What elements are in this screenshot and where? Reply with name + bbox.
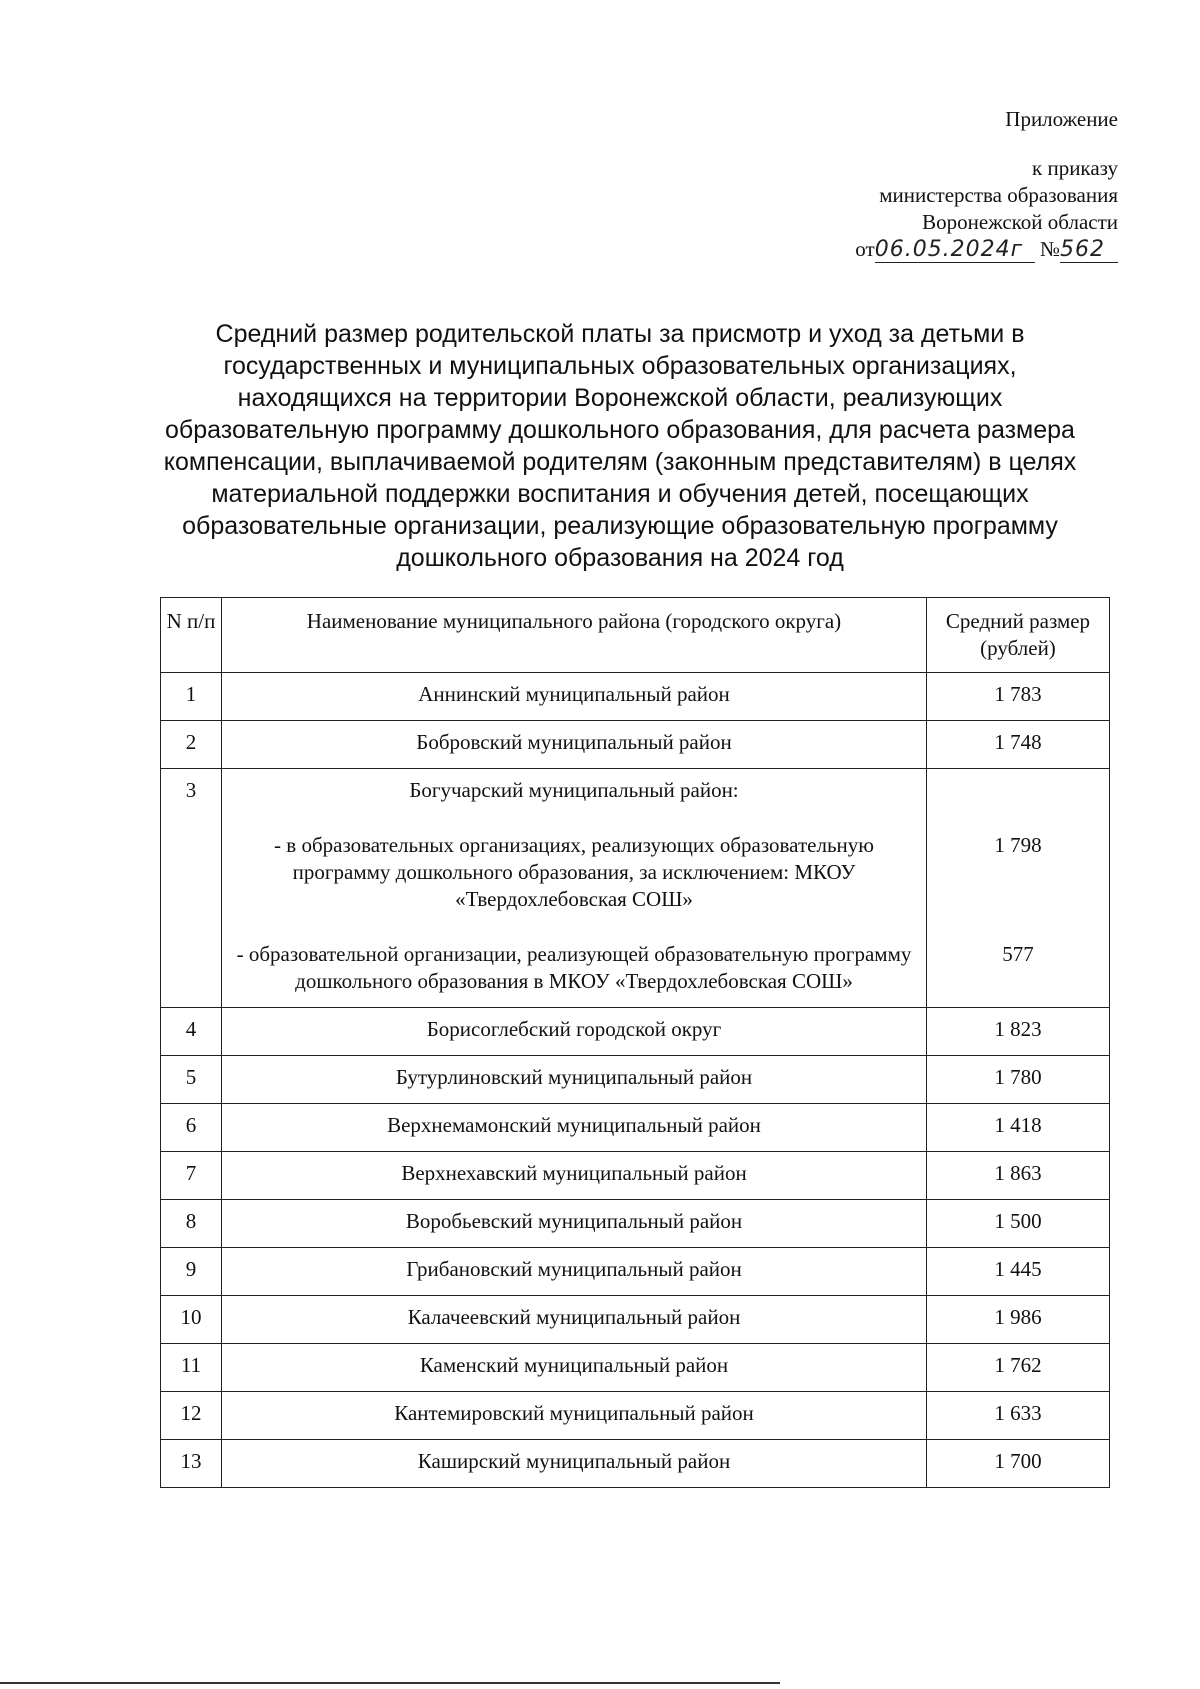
table-row bbox=[161, 1440, 1110, 1488]
row-name: Верхнехавский муниципальный район bbox=[222, 1152, 927, 1200]
row-name: Каменский муниципальный район bbox=[222, 1344, 927, 1392]
row-num: 2 bbox=[161, 721, 222, 769]
table-row bbox=[161, 1392, 1110, 1440]
order-ref-line1: к приказу bbox=[1032, 156, 1118, 180]
row-name: Воробьевский муниципальный район bbox=[222, 1200, 927, 1248]
row-num: 4 bbox=[161, 1008, 222, 1056]
table-row bbox=[161, 1104, 1110, 1152]
row-value: 1 748 bbox=[927, 721, 1110, 769]
row-value: 577 bbox=[1002, 942, 1034, 966]
row-num: 1 bbox=[161, 673, 222, 721]
row-value: 1 700 bbox=[927, 1440, 1110, 1488]
row-value: 1 633 bbox=[927, 1392, 1110, 1440]
row-num: 5 bbox=[161, 1056, 222, 1104]
row-num: 11 bbox=[161, 1344, 222, 1392]
row-value: 1 418 bbox=[927, 1104, 1110, 1152]
appendix-label: Приложение bbox=[1005, 107, 1118, 131]
fee-table bbox=[160, 597, 1110, 1488]
row-num: 3 bbox=[161, 769, 222, 1008]
row-name: Бобровский муниципальный район bbox=[222, 721, 927, 769]
table-row bbox=[161, 1296, 1110, 1344]
row-value: 1 445 bbox=[927, 1248, 1110, 1296]
table-row bbox=[161, 1008, 1110, 1056]
header-num: N п/п bbox=[161, 598, 222, 673]
document-title: Средний размер родительской платы за присмотр и уход за детьми в государственных и муниципальных образовательных организациях, находящихся на территории Воронежской области, реализующих образовательную программу дошкольного образования, для расчета размера компенсации, выплачиваемой родителям (законным представителям) в целях материальной поддержки воспитания и обучения детей, посещающих образовательные организации, реализующие образовательную программу дошкольного образования на 2024 год bbox=[163, 320, 1077, 572]
table-row bbox=[161, 1200, 1110, 1248]
row-name: Калачеевский муниципальный район bbox=[222, 1296, 927, 1344]
row-num: 7 bbox=[161, 1152, 222, 1200]
row-num: 12 bbox=[161, 1392, 222, 1440]
row-num: 13 bbox=[161, 1440, 222, 1488]
row-value: 1 783 bbox=[927, 673, 1110, 721]
row-name: Аннинский муниципальный район bbox=[222, 673, 927, 721]
row-num: 8 bbox=[161, 1200, 222, 1248]
table-row bbox=[161, 769, 1110, 1008]
number-prefix: № bbox=[1039, 237, 1060, 261]
date-prefix: от bbox=[855, 237, 875, 261]
row-value: 1 780 bbox=[927, 1056, 1110, 1104]
row-name: Кантемировский муниципальный район bbox=[222, 1392, 927, 1440]
table-header-row bbox=[161, 598, 1110, 673]
bottom-divider bbox=[0, 1682, 780, 1684]
table-row bbox=[161, 721, 1110, 769]
row-value-complex bbox=[927, 769, 1110, 1008]
header-name: Наименование муниципального района (городского округа) bbox=[222, 598, 927, 673]
row-value: 1 500 bbox=[927, 1200, 1110, 1248]
row-num: 6 bbox=[161, 1104, 222, 1152]
table-row bbox=[161, 1056, 1110, 1104]
row-name: Каширский муниципальный район bbox=[222, 1440, 927, 1488]
row-num: 10 bbox=[161, 1296, 222, 1344]
approval-block bbox=[855, 106, 1118, 263]
row-value: 1 762 bbox=[927, 1344, 1110, 1392]
row-value: 1 986 bbox=[927, 1296, 1110, 1344]
table-row bbox=[161, 1152, 1110, 1200]
table-row bbox=[161, 1344, 1110, 1392]
row-subitem: - в образовательных организациях, реализующих образовательную программу дошкольного образования, за исключением: МКОУ «Твердохлебовская СОШ» bbox=[274, 833, 874, 911]
table-row bbox=[161, 673, 1110, 721]
row-name: Грибановский муниципальный район bbox=[222, 1248, 927, 1296]
row-value: 1 798 bbox=[994, 833, 1042, 857]
header-value: Средний размер (рублей) bbox=[927, 598, 1110, 673]
order-ref-line3: Воронежской области bbox=[922, 210, 1118, 234]
table-row bbox=[161, 1248, 1110, 1296]
row-name-complex bbox=[222, 769, 927, 1008]
row-name: Бутурлиновский муниципальный район bbox=[222, 1056, 927, 1104]
row-name: Борисоглебский городской округ bbox=[222, 1008, 927, 1056]
order-date-number bbox=[855, 236, 1118, 263]
handwritten-number: 562 bbox=[1060, 238, 1118, 263]
row-value: 1 823 bbox=[927, 1008, 1110, 1056]
row-subitem: - образовательной организации, реализующей образовательную программу дошкольного образования в МКОУ «Твердохлебовская СОШ» bbox=[236, 942, 912, 993]
row-name: Богучарский муниципальный район: bbox=[409, 778, 739, 802]
order-ref-line2: министерства образования bbox=[879, 183, 1118, 207]
row-value: 1 863 bbox=[927, 1152, 1110, 1200]
row-name: Верхнемамонский муниципальный район bbox=[222, 1104, 927, 1152]
row-num: 9 bbox=[161, 1248, 222, 1296]
handwritten-date: 06.05.2024г bbox=[875, 238, 1035, 263]
